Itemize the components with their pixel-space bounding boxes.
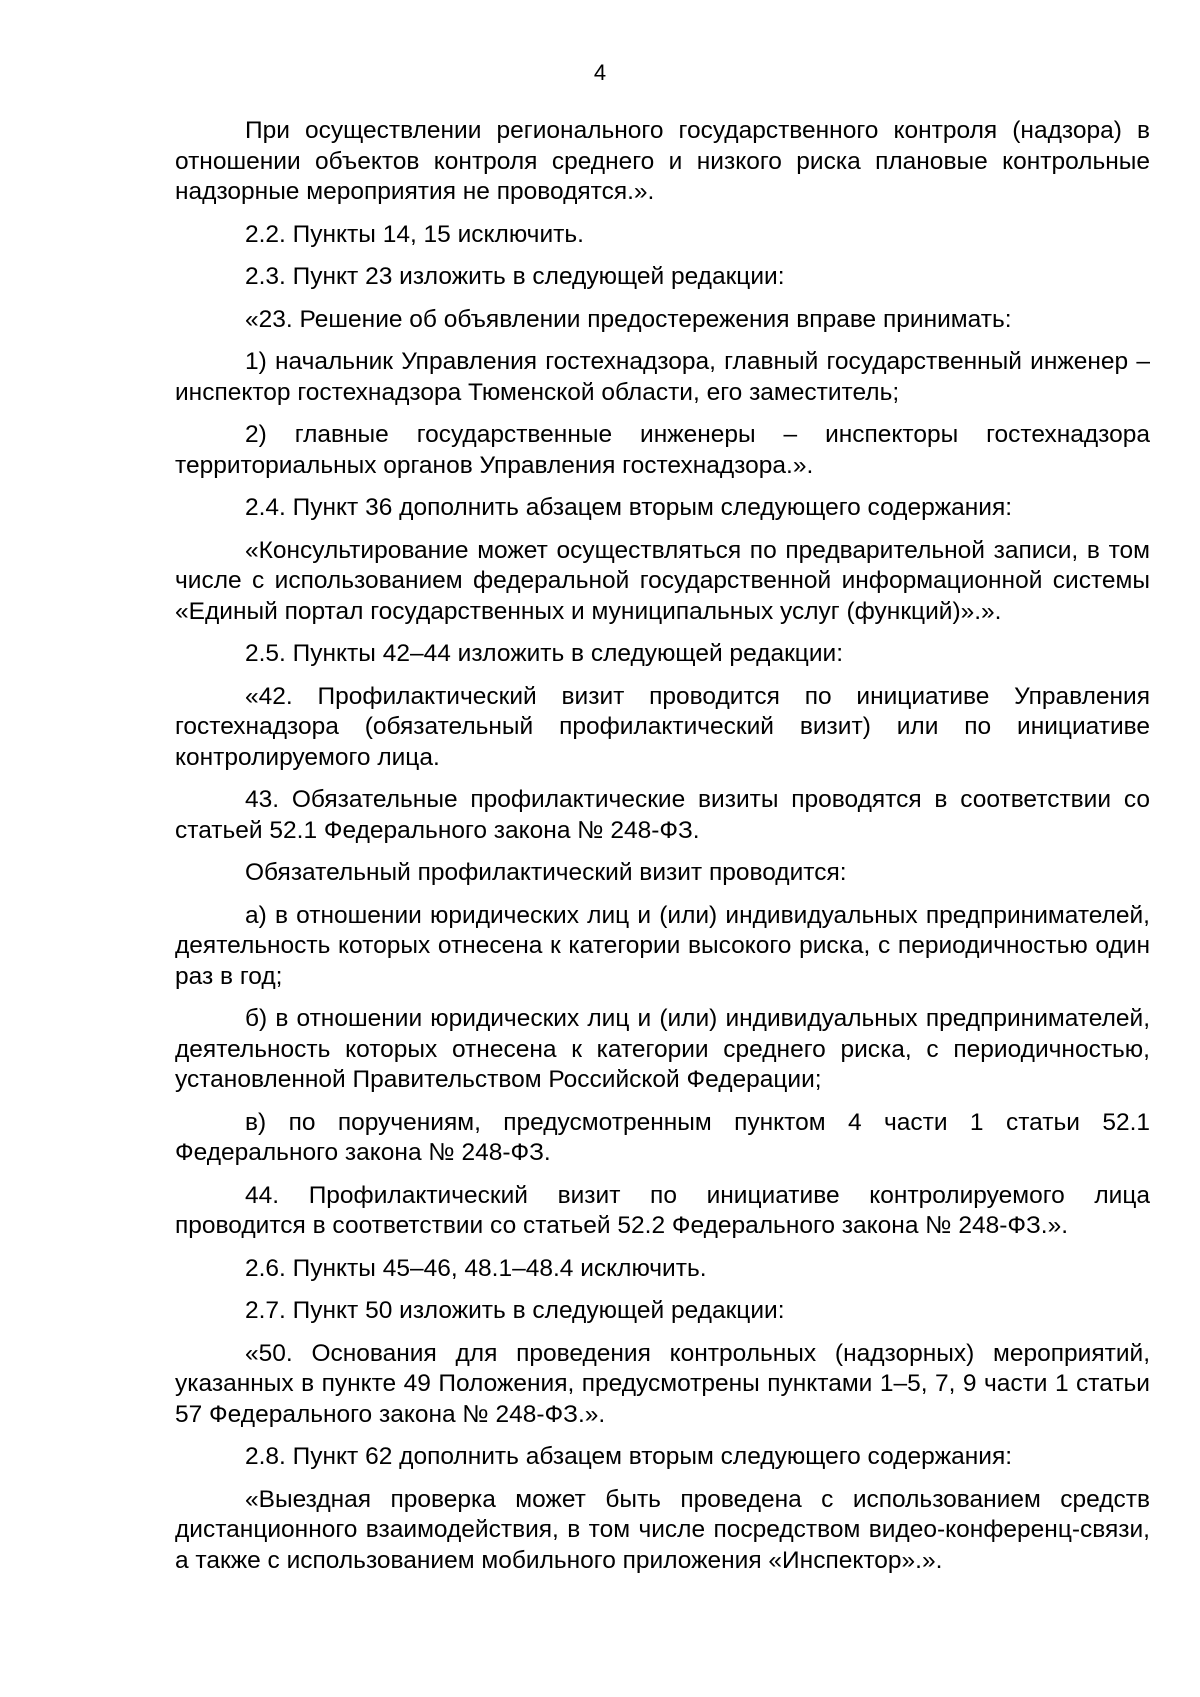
paragraph: Обязательный профилактический визит проводится: <box>245 859 847 886</box>
paragraph: 2.8. Пункт 62 дополнить абзацем вторым следующего содержания: <box>245 1443 1013 1470</box>
paragraph: б) в отношении юридических лиц и (или) индивидуальных предпринимателей, деятельность которых отнесена к категории среднего риска, с периодичностью, установленной Правительством Российской Федерации; <box>175 1005 1150 1093</box>
document-body <box>175 116 1150 1576</box>
paragraph: «Выездная проверка может быть проведена с использованием средств дистанционного взаимодействия, в том числе посредством видео-конференц-связи, а также с использованием мобильного приложения «Инспектор».». <box>175 1485 1150 1574</box>
paragraph: 1) начальник Управления гостехнадзора, главный государственный инженер – инспектор гостехнадзора Тюменской области, его заместитель; <box>175 348 1150 406</box>
paragraph: 44. Профилактический визит по инициативе контролируемого лица проводится в соответствии со статьей 52.2 Федерального закона № 248-ФЗ.». <box>175 1181 1150 1239</box>
paragraph: 2.6. Пункты 45–46, 48.1–48.4 исключить. <box>245 1254 707 1282</box>
paragraph: а) в отношении юридических лиц и (или) индивидуальных предпринимателей, деятельность которых отнесена к категории высокого риска, с периодичностью один раз в год; <box>175 901 1150 990</box>
paragraph: 43. Обязательные профилактические визиты проводятся в соответствии со статьей 52.1 Федерального закона № 248-ФЗ. <box>175 786 1150 844</box>
paragraph: При осуществлении регионального государственного контроля (надзора) в отношении объектов контроля среднего и низкого риска плановые контрольные надзорные мероприятия не проводятся.». <box>175 117 1150 205</box>
paragraph: 2.2. Пункты 14, 15 исключить. <box>245 220 584 248</box>
paragraph: 2.3. Пункт 23 изложить в следующей редакции: <box>245 263 785 290</box>
paragraph: 2) главные государственные инженеры – инспекторы гостехнадзора территориальных органов Управления гостехнадзора.». <box>175 421 1150 479</box>
paragraph: «23. Решение об объявлении предостережения вправе принимать: <box>245 305 1012 333</box>
paragraph: «50. Основания для проведения контрольных (надзорных) мероприятий, указанных в пункте 49 Положения, предусмотрены пунктами 1–5, 7, 9 части 1 статьи 57 Федерального закона № 248-ФЗ.». <box>175 1339 1150 1428</box>
paragraph: «42. Профилактический визит проводится по инициативе Управления гостехнадзора (обязательный профилактический визит) или по инициативе контролируемого лица. <box>175 682 1150 771</box>
paragraph: в) по поручениям, предусмотренным пунктом 4 части 1 статьи 52.1 Федерального закона № 248-ФЗ. <box>175 1108 1150 1166</box>
paragraph: 2.7. Пункт 50 изложить в следующей редакции: <box>245 1297 785 1324</box>
page-number: 4 <box>593 60 607 85</box>
paragraph: 2.5. Пункты 42–44 изложить в следующей редакции: <box>245 640 844 667</box>
paragraph: 2.4. Пункт 36 дополнить абзацем вторым следующего содержания: <box>245 494 1013 521</box>
paragraph: «Консультирование может осуществляться по предварительной записи, в том числе с использованием федеральной государственной информационной системы «Единый портал государственных и муниципальных услуг (функций)».». <box>175 536 1150 625</box>
